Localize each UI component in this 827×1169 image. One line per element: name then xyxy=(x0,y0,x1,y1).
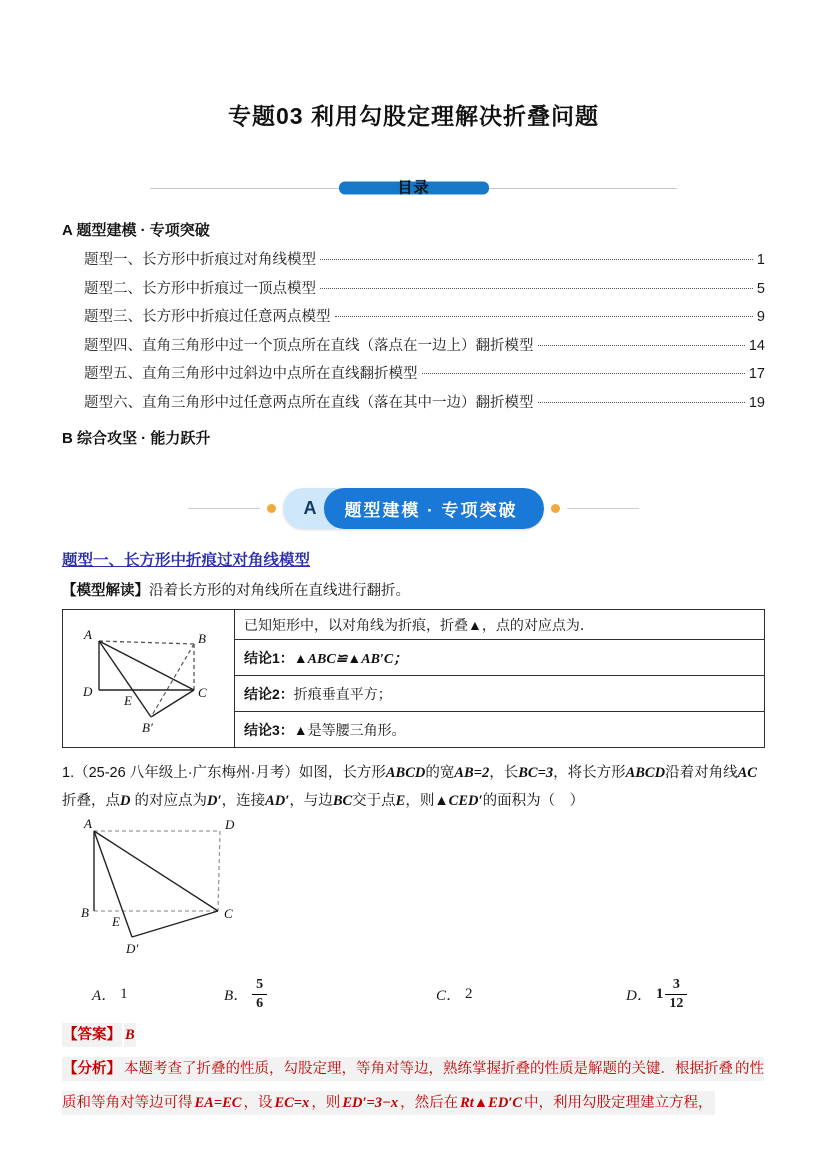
text-segment: ，与边 xyxy=(289,793,333,809)
text-segment: ，将长方形 xyxy=(553,765,626,781)
fold-BBprime xyxy=(151,644,194,717)
option-B xyxy=(224,977,436,1011)
text-segment: 1.（25-26 八年级上·广东梅州·月考）如图，长方形 xyxy=(62,765,386,781)
toc-item-4 xyxy=(84,332,765,361)
text-segment: 本题考查了折叠的性质，勾股定理，等角对等边，熟练掌握折叠的性质是解题的关键．根据折叠 xyxy=(123,1057,734,1081)
fraction-denominator: 12 xyxy=(669,995,684,1011)
toc-item-1 xyxy=(84,246,765,275)
analysis-block xyxy=(62,1052,765,1120)
text-segment: ，则 xyxy=(405,793,435,809)
text-segment: ，长 xyxy=(489,765,519,781)
diagonal-AC xyxy=(99,641,194,690)
page-title: 专题03 利用勾股定理解决折叠问题 xyxy=(228,103,599,129)
text-segment: ED′=3−x xyxy=(341,1091,399,1115)
toc-page-number: 5 xyxy=(756,280,765,297)
vertex-label-D: D xyxy=(225,817,235,832)
toc-page-number: 19 xyxy=(748,394,765,411)
banner-left-dot-icon xyxy=(267,504,276,513)
toc-item-6 xyxy=(84,389,765,418)
conclusion-tag: 结论2： xyxy=(244,685,294,702)
section-pill-label: 题型建模 · 专项突破 xyxy=(324,488,543,529)
text-segment: 交于点 xyxy=(352,793,396,809)
toc-dotted-leader xyxy=(335,316,753,317)
toc-item-label: 题型三、长方形中折痕过任意两点模型 xyxy=(84,309,331,325)
fraction xyxy=(252,977,267,1011)
mixed-number-whole: 1 xyxy=(655,985,664,1002)
toc-banner-label: 目录 xyxy=(397,179,430,197)
table-of-contents xyxy=(62,219,765,448)
toc-item-3 xyxy=(84,303,765,332)
toc-item-label: 题型四、直角三角形中过一个顶点所在直线（落点在一边上）翻折模型 xyxy=(84,337,534,354)
toc-item-label: 题型五、直角三角形中过斜边中点所在直线翻折模型 xyxy=(84,366,418,382)
toc-item-label: 题型六、直角三角形中过任意两点所在直线（落在其中一边）翻折模型 xyxy=(84,394,534,411)
model-figure-cell xyxy=(63,610,235,748)
option-letter: D． xyxy=(626,987,652,1004)
section-pill xyxy=(283,488,543,529)
vertex-label-A: A xyxy=(84,627,92,642)
type1-heading: 题型一、长方形中折痕过对角线模型 xyxy=(62,552,311,569)
edge-DC xyxy=(218,831,220,911)
vertex-label-E: E xyxy=(124,693,132,708)
text-segment: Rt▲ED′C xyxy=(459,1091,523,1115)
edge-AB xyxy=(99,641,194,644)
conclusion-tag: 结论1： xyxy=(244,649,294,666)
text-segment: EA=EC xyxy=(194,1091,243,1115)
option-C xyxy=(436,984,626,1005)
text-segment: AD′ xyxy=(265,793,290,809)
text-segment: BC=3 xyxy=(518,765,554,781)
edge-DprimeC xyxy=(132,911,218,937)
option-letter: C． xyxy=(436,987,462,1004)
fraction-numerator: 3 xyxy=(665,977,687,994)
toc-item-label: 题型一、长方形中折痕过对角线模型 xyxy=(84,252,316,268)
banner-left-rule xyxy=(188,508,260,509)
analysis-text xyxy=(62,1057,764,1115)
text-segment: EC=x xyxy=(273,1091,310,1115)
problem-1-text xyxy=(62,759,765,815)
toc-dotted-leader xyxy=(538,345,745,346)
text-segment: 中，利用勾股定理建立方程， xyxy=(523,1091,714,1115)
conclusion-2 xyxy=(235,676,765,712)
model-tag: 【模型解读】 xyxy=(62,583,149,599)
answer-options xyxy=(62,972,765,1016)
model-description xyxy=(62,579,765,600)
vertex-label-A: A xyxy=(84,817,92,831)
text-segment: 的面积为（ ） xyxy=(482,793,585,809)
vertex-label-Bprime: B′ xyxy=(142,720,153,735)
conclusion-text: ▲ABC≌▲AB′C； xyxy=(293,651,408,667)
text-segment: ▲CED′ xyxy=(434,793,483,809)
edge-BprimeC xyxy=(151,690,194,717)
toc-dotted-leader xyxy=(320,288,753,289)
toc-section-b: B 综合攻坚 · 能力跃升 xyxy=(62,430,211,447)
diagonal-AC xyxy=(94,831,218,911)
toc-item-label: 题型二、长方形中折痕过一顶点模型 xyxy=(84,280,316,297)
option-letter: A． xyxy=(92,987,117,1004)
section-a-banner xyxy=(62,488,765,528)
answer-tag: 【答案】 xyxy=(62,1023,122,1047)
toc-banner xyxy=(62,177,765,199)
conclusion-tag: 结论3： xyxy=(244,721,294,738)
option-D xyxy=(626,977,687,1011)
option-A xyxy=(92,984,224,1005)
answer-block xyxy=(62,1020,765,1050)
model-table xyxy=(62,609,765,748)
text-segment: ABCD xyxy=(625,765,666,781)
conclusion-text: ▲是等腰三角形。 xyxy=(293,721,406,738)
text-segment: ，连接 xyxy=(221,793,266,809)
text-segment: ，设 xyxy=(242,1091,273,1115)
text-segment: 折叠，点 xyxy=(62,793,120,809)
analysis-tag: 【分析】 xyxy=(62,1057,122,1081)
vertex-label-C: C xyxy=(198,685,207,700)
text-segment: 沿着对角线 xyxy=(665,765,738,781)
banner-right-rule xyxy=(567,508,639,509)
text-segment: AB=2 xyxy=(454,765,490,781)
fraction xyxy=(665,977,687,1011)
toc-page-number: 1 xyxy=(756,252,765,268)
text-segment: ABCD xyxy=(385,765,426,781)
text-segment: BC xyxy=(332,793,353,809)
text-segment: ，然后在 xyxy=(399,1091,459,1115)
toc-page-number: 9 xyxy=(756,309,765,325)
toc-section-a: A 题型建模 · 专项突破 xyxy=(62,222,210,239)
answer-value: B xyxy=(124,1023,136,1047)
fraction-numerator: 5 xyxy=(252,977,267,994)
model-text: 沿着长方形的对角线所在直线进行翻折。 xyxy=(149,583,410,599)
toc-page-number: 14 xyxy=(748,337,765,354)
text-segment: D′ xyxy=(207,793,222,809)
vertex-label-D: D xyxy=(83,684,93,699)
toc-dotted-leader xyxy=(422,373,745,374)
fraction-denominator: 6 xyxy=(256,995,264,1011)
option-value: 2 xyxy=(465,985,473,1002)
text-segment: ，则 xyxy=(310,1091,341,1115)
toc-item-2 xyxy=(84,275,765,304)
toc-page-number: 17 xyxy=(748,366,765,382)
conclusion-text: 折痕垂直平方； xyxy=(293,685,392,702)
toc-item-5 xyxy=(84,360,765,389)
model-intro: 已知矩形中，以对角线为折痕，折叠▲，点的对应点为． xyxy=(235,610,765,640)
vertex-label-Dprime: D′ xyxy=(126,941,139,956)
vertex-label-C: C xyxy=(224,906,233,921)
text-segment: 的宽 xyxy=(425,765,455,781)
toc-dotted-leader xyxy=(538,402,745,403)
option-value: 1 xyxy=(120,985,128,1002)
problem-1-figure-wrap xyxy=(70,817,765,964)
vertex-label-B: B xyxy=(198,631,206,646)
text-segment: E xyxy=(395,793,406,809)
conclusion-3 xyxy=(235,712,765,748)
problem-1-figure xyxy=(70,817,255,959)
section-badge: A xyxy=(283,488,336,529)
toc-dotted-leader xyxy=(320,259,753,260)
text-segment: D xyxy=(120,793,131,809)
text-segment: 的性质和等角对等边可得 xyxy=(62,1057,764,1115)
vertex-label-B: B xyxy=(81,905,89,920)
text-segment: AC xyxy=(737,765,757,781)
text-segment: 的对应点为 xyxy=(130,793,208,809)
conclusion-1 xyxy=(235,640,765,676)
banner-right-dot-icon xyxy=(551,504,560,513)
model-figure xyxy=(72,613,225,741)
option-letter: B． xyxy=(224,987,249,1004)
vertex-label-E: E xyxy=(112,914,120,929)
